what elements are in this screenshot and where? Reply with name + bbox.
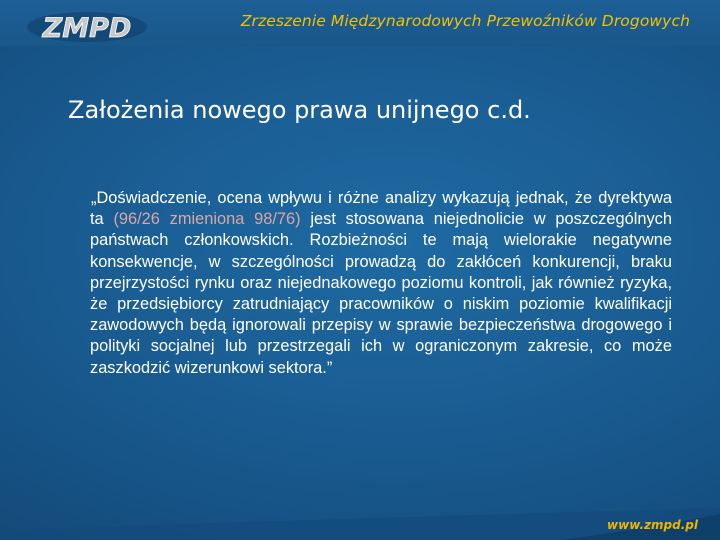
organization-name: Zrzeszenie Międzynarodowych Przewoźników Drogowych xyxy=(240,12,690,30)
logo-text: ZMPD xyxy=(42,13,132,44)
quote-text-end: jest stosowana niejednolicie w poszczególnych państwach członkowskich. Rozbieżności te mają wielorakie negatywne konsekwencje, w szczególności prowadzą do zakłóceń konkurencji, braku przejrzystości rynku oraz niejednakowego poziomu kontroli, jak również ryzyka, że przedsiębiorcy zatrudniający pracowników o niskim poziomie kwalifikacji zawodowych będą ignorowali przepisy w sprawie bezpieczeństwa drogowego i polityki socjalnej lub przestrzegali ich w ograniczonym zakresie, co może zaszkodzić wizerunkowi sektora.” xyxy=(90,210,672,377)
zmpd-logo xyxy=(26,10,148,44)
slide-title: Założenia nowego prawa unijnego c.d. xyxy=(68,96,531,124)
website-url: www.zmpd.pl xyxy=(607,518,698,532)
quote-paragraph xyxy=(90,188,672,379)
quote-text-start: „Doświadczenie, ocena wpływu i różne analizy wykazują jednak, że dyrektywa ta xyxy=(90,189,672,229)
directive-reference: (96/26 zmieniona 98/76) xyxy=(113,210,301,229)
